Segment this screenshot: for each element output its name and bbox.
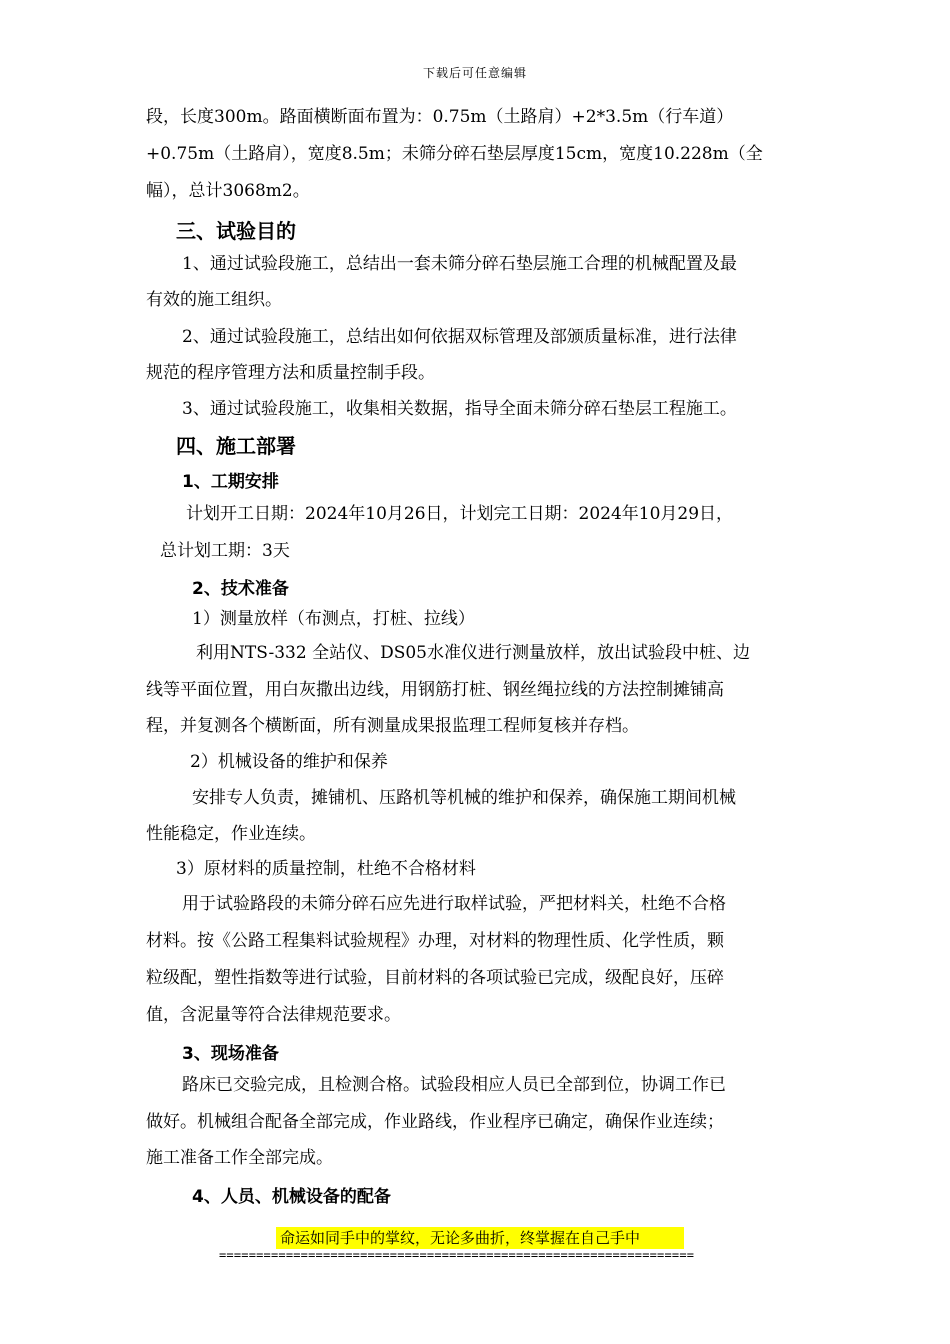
body-line: 线等平面位置，用白灰撒出边线，用钢筋打桩、钢丝绳拉线的方法控制摊铺高 [146, 680, 724, 700]
body-line: 做好。机械组合配备全部完成，作业路线，作业程序已确定，确保作业连续； [146, 1112, 724, 1132]
section-heading-4: 四、施工部署 [176, 434, 296, 458]
body-line: 程，并复测各个横断面，所有测量成果报监理工程师复核并存档。 [146, 716, 639, 736]
body-line: 用于试验路段的未筛分碎石应先进行取样试验，严把材料关，杜绝不合格 [182, 894, 726, 914]
body-line: 计划开工日期：2024年10月26日，计划完工日期：2024年10月29日， [186, 504, 734, 524]
body-line: 总计划工期：3天 [160, 541, 290, 561]
body-line: 幅），总计3068m2。 [146, 181, 310, 201]
subsection-heading-4: 4、人员、机械设备的配备 [192, 1187, 391, 1207]
body-line: 粒级配，塑性指数等进行试验，目前材料的各项试验已完成，级配良好，压碎 [146, 968, 724, 988]
subsection-heading-2: 2、技术准备 [192, 579, 289, 599]
body-line: 路床已交验完成，且检测合格。试验段相应人员已全部到位，协调工作已 [182, 1075, 726, 1095]
subsection-heading-1: 1、工期安排 [182, 472, 279, 492]
body-line: 1）测量放样（布测点，打桩、拉线） [192, 609, 475, 629]
footer-rule: ================================================================ [219, 1248, 695, 1262]
body-line: 1、通过试验段施工，总结出一套未筛分碎石垫层施工合理的机械配置及最 [182, 254, 737, 274]
body-line: 安排专人负责，摊铺机、压路机等机械的维护和保养，确保施工期间机械 [192, 788, 736, 808]
body-line: 3）原材料的质量控制，杜绝不合格材料 [176, 859, 476, 879]
body-line: 段，长度300m。路面横断面布置为：0.75m（土路肩）+2*3.5m（行车道） [146, 107, 734, 127]
subsection-heading-3: 3、现场准备 [182, 1044, 279, 1064]
body-line: 性能稳定，作业连续。 [146, 824, 316, 844]
body-line: 材料。按《公路工程集料试验规程》办理，对材料的物理性质、化学性质，颗 [146, 931, 724, 951]
body-line: 2）机械设备的维护和保养 [190, 752, 388, 772]
body-line: 值，含泥量等符合法律规范要求。 [146, 1005, 401, 1025]
body-line: 2、通过试验段施工，总结出如何依据双标管理及部颁质量标准，进行法律 [182, 327, 737, 347]
body-line: +0.75m（土路肩），宽度8.5m；未筛分碎石垫层厚度15cm，宽度10.228m（全 [146, 144, 763, 164]
page-header: 下载后可任意编辑 [422, 66, 527, 80]
body-line: 利用NTS-332 全站仪、DS05水准仪进行测量放样，放出试验段中桩、边 [196, 643, 750, 663]
body-line: 3、通过试验段施工，收集相关数据，指导全面未筛分碎石垫层工程施工。 [182, 399, 737, 419]
body-line: 施工准备工作全部完成。 [146, 1148, 333, 1168]
body-line: 有效的施工组织。 [146, 290, 282, 310]
body-line: 规范的程序管理方法和质量控制手段。 [146, 363, 435, 383]
footer-motto: 命运如同手中的掌纹，无论多曲折，终掌握在自己手中 [280, 1229, 641, 1247]
section-heading-3: 三、试验目的 [176, 219, 296, 243]
